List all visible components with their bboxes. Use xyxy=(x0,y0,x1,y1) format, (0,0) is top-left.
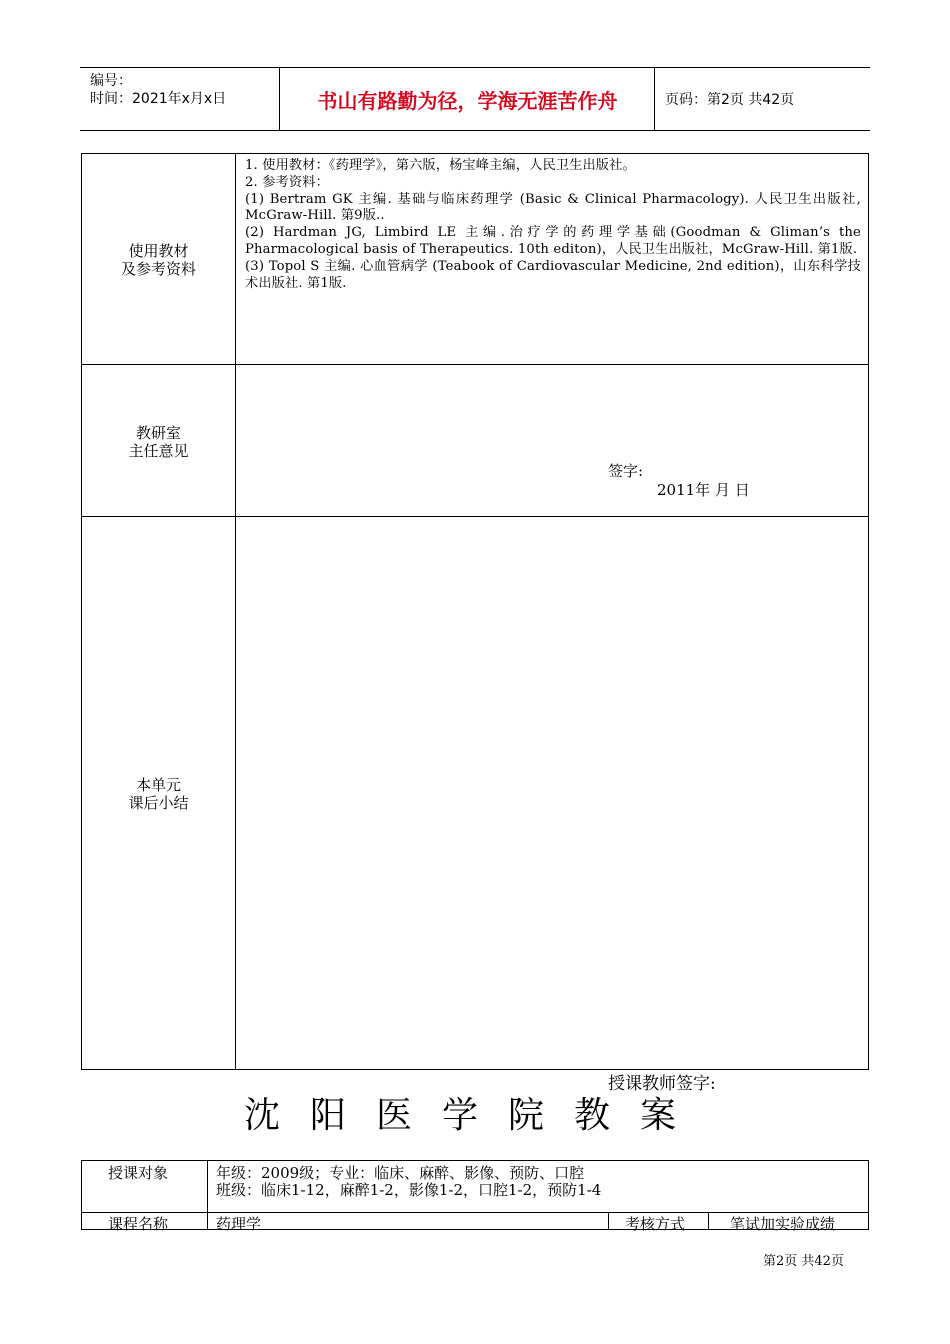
column-divider xyxy=(608,1212,609,1229)
table-column-divider xyxy=(235,154,236,1069)
target-classes: 班级：临床1-12，麻醉1-2，影像1-2，口腔1-2，预防1-4 xyxy=(216,1181,602,1199)
label-line: 及参考资料 xyxy=(120,260,196,278)
label-line: 课后小结 xyxy=(128,794,189,812)
row-divider xyxy=(82,516,868,517)
reference-item: 2. 参考资料： xyxy=(245,174,329,190)
course-label: 课程名称 xyxy=(108,1215,169,1233)
label-line: 主任意见 xyxy=(128,442,189,460)
header-meta xyxy=(80,68,280,130)
page-header xyxy=(80,67,870,131)
exam-label: 考核方式 xyxy=(625,1215,686,1233)
row-label-director-opinion xyxy=(82,424,235,460)
label-line: 教研室 xyxy=(135,424,181,442)
course-value: 药理学 xyxy=(216,1215,262,1233)
column-divider xyxy=(207,1161,208,1229)
course-table xyxy=(81,1160,869,1233)
reference-item: 1. 使用教材：《药理学》，第六版，杨宝峰主编，人民卫生出版社。 xyxy=(245,158,636,173)
label-line: 本单元 xyxy=(135,776,181,794)
references-content xyxy=(245,158,861,292)
reference-item: (2) Hardman JG, Limbird LE 主编.治疗学的药理学基础(Goodman & Gliman’s the Pharmacological basis of Therapeutics. 10th editon)，人民卫生出版社，McGraw-Hill. 第1版. xyxy=(245,225,861,257)
lesson-table xyxy=(81,153,869,1070)
college-title: 沈阳医学院教案 xyxy=(243,1095,706,1136)
row-label-textbooks xyxy=(82,242,235,278)
target-label: 授课对象 xyxy=(108,1164,169,1182)
label-line: 使用教材 xyxy=(128,242,189,260)
row-divider xyxy=(82,364,868,365)
header-page-label: 页码：第2页 共42页 xyxy=(665,92,795,108)
target-grade: 年级：2009级；专业：临床、麻醉、影像、预防、口腔 xyxy=(216,1164,585,1182)
reference-item: (3) Topol S 主编. 心血管病学 (Teabook of Cardiovascular Medicine, 2nd edition)，山东科学技术出版社. 第1版. xyxy=(245,258,861,291)
row-label-summary xyxy=(82,776,235,812)
reference-item: (1) Bertram GK 主编. 基础与临床药理学 (Basic & Clinical Pharmacology). 人民卫生出版社, McGraw-Hill. 第9版.. xyxy=(245,191,861,224)
date-label: 时间：2021年x月x日 xyxy=(90,91,227,107)
number-label: 编号： xyxy=(90,73,132,89)
sign-label: 签字: xyxy=(608,462,644,480)
column-divider xyxy=(708,1212,709,1229)
teacher-signature-label: 授课教师签字: xyxy=(608,1074,716,1094)
footer-page-number: 第2页 共42页 xyxy=(763,1254,844,1269)
exam-value: 笔试加实验成绩 xyxy=(730,1215,836,1233)
sign-date: 2011年 月 日 xyxy=(657,481,750,499)
header-motto: 书山有路勤为径，学海无涯苦作舟 xyxy=(281,68,655,130)
